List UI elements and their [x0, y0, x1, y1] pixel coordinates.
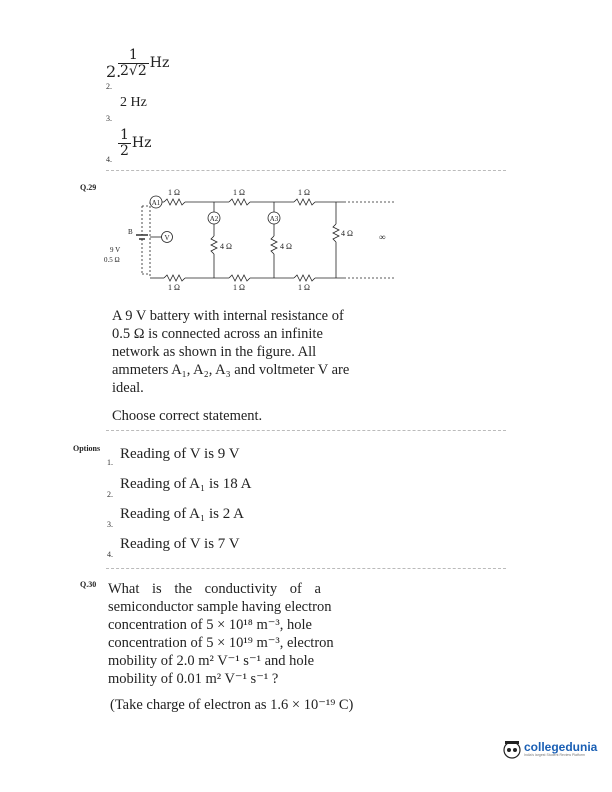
q28-option-2-value — [118, 48, 169, 78]
numerator: 1 — [128, 47, 138, 63]
question-30-label: Q.30 — [80, 580, 97, 589]
numerator: 1 — [120, 127, 129, 143]
infinity-symbol: ∞ — [379, 232, 386, 242]
vertical-resistor-label: 4 Ω — [341, 229, 353, 238]
option-4-number: 4. — [107, 550, 113, 559]
text-line: A 9 V battery with internal resistance of — [112, 308, 344, 324]
resistor — [211, 236, 217, 254]
text-line: ideal. — [112, 380, 144, 396]
text-line: 0.5 Ω is connected across an infinite — [112, 326, 323, 342]
top-resistor-label: 1 Ω — [168, 188, 180, 197]
unit: Hz — [149, 55, 170, 72]
question-30-text — [108, 580, 390, 688]
unit: Hz — [131, 135, 152, 152]
option-2-number: 2. — [107, 490, 113, 499]
ammeter-a2-label: A2 — [209, 215, 219, 223]
q28-option-3-value: 2 Hz — [120, 95, 147, 110]
text-line: concentration of 5 × 10¹⁹ m⁻³, electron — [108, 635, 334, 651]
option-3-text: Reading of A₁ is 2 A — [120, 506, 244, 522]
top-resistor-label: 1 Ω — [298, 188, 310, 197]
option-2-text: Reading of A₁ is 18 A — [120, 476, 252, 492]
circuit-diagram — [104, 180, 404, 295]
option-3-number: 3. — [107, 520, 113, 529]
q28-option-3-number: 3. — [106, 114, 112, 123]
text-line: concentration of 5 × 10¹⁸ m⁻³, hole — [108, 617, 312, 633]
top-resistor-label: 1 Ω — [233, 188, 245, 197]
question-29-text — [112, 307, 394, 397]
text-line: What is the conductivity of a — [108, 581, 321, 597]
option-1-number: 1. — [107, 458, 113, 467]
separator — [106, 568, 506, 569]
q28-option-2-number: 2. — [106, 62, 122, 81]
separator — [106, 430, 506, 431]
ammeter-a1-label: A1 — [151, 199, 161, 207]
bottom-resistor-label: 1 Ω — [233, 283, 245, 292]
text-line: mobility of 2.0 m² V⁻¹ s⁻¹ and hole — [108, 653, 315, 669]
fraction — [118, 128, 131, 158]
mascot-icon — [502, 739, 522, 759]
denominator: 2 — [120, 142, 129, 159]
fraction — [118, 48, 149, 78]
q28-option-4-value — [118, 128, 152, 158]
q28-option-4-number: 4. — [106, 155, 112, 164]
bottom-resistor-label: 1 Ω — [298, 283, 310, 292]
text-line: network as shown in the figure. All — [112, 344, 317, 360]
collegedunia-logo — [502, 739, 597, 759]
battery-voltage: 9 V — [110, 246, 121, 254]
text-line: ammeters A₁, A₂, A₃ and voltmeter V are — [112, 362, 350, 378]
text-line: semiconductor sample having electron — [108, 599, 332, 615]
ammeter-a3-label: A3 — [269, 215, 279, 223]
options-label: Options — [73, 444, 101, 453]
voltmeter-label: V — [164, 234, 170, 242]
question-29-prompt: Choose correct statement. — [112, 408, 263, 424]
logo-name: collegedunia — [524, 739, 598, 754]
vertical-resistor-label: 4 Ω — [220, 242, 232, 251]
vertical-resistor-label: 4 Ω — [280, 242, 292, 251]
logo-tagline: India's largest Student Review Platform — [524, 752, 585, 757]
question-30-note: (Take charge of electron as 1.6 × 10⁻¹⁹ C) — [110, 697, 354, 713]
question-29-label: Q.29 — [80, 183, 97, 192]
internal-resistance: 0.5 Ω — [104, 256, 120, 264]
option-4-text: Reading of V is 7 V — [120, 536, 240, 552]
battery-label: B — [128, 228, 133, 236]
bottom-resistor-label: 1 Ω — [168, 283, 180, 292]
text-line: mobility of 0.01 m² V⁻¹ s⁻¹ ? — [108, 671, 279, 687]
resistor — [164, 199, 185, 205]
q28-option-2-number: 2. — [106, 82, 112, 91]
option-1-text: Reading of V is 9 V — [120, 446, 240, 462]
separator — [106, 170, 506, 171]
denominator: 2√2 — [120, 62, 147, 79]
